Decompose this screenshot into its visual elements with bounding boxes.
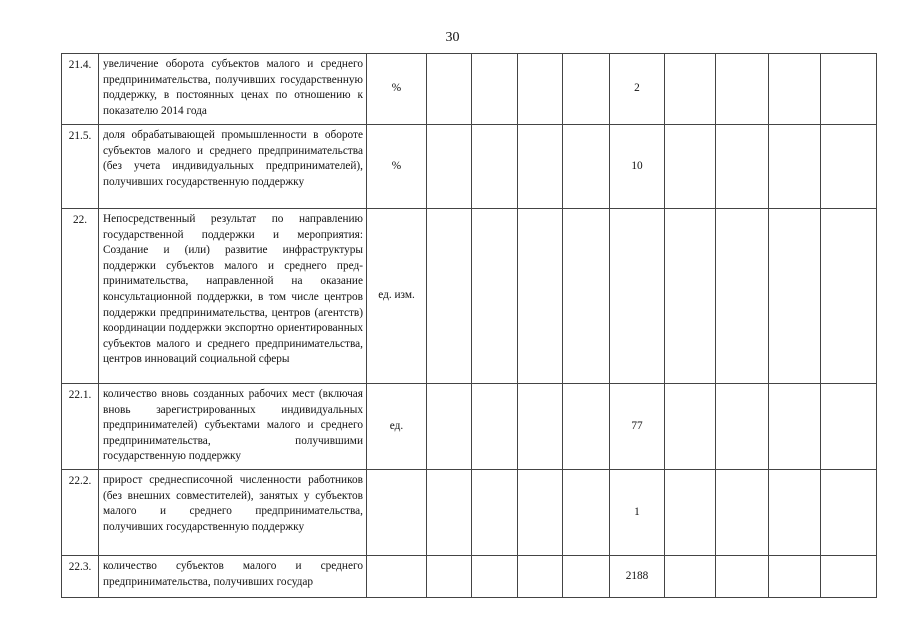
value-cell: [472, 209, 518, 384]
value-cell: [563, 125, 610, 209]
row-unit: %: [367, 125, 427, 209]
value-cell: [563, 384, 610, 470]
value-cell: [665, 209, 716, 384]
indicators-table: [61, 53, 877, 598]
value-cell: 2: [610, 54, 665, 125]
value-cell: [665, 125, 716, 209]
table-row: [62, 556, 877, 598]
value-cell: [518, 384, 563, 470]
value-cell: [665, 556, 716, 598]
row-description: увеличение оборота субъектов малого и среднего предпринимательства, получивших государственную поддержку, в постоянных ценах по отношению к показателю 2014 года: [99, 54, 367, 125]
value-cell: [518, 556, 563, 598]
value-cell: [427, 209, 472, 384]
value-cell: [610, 209, 665, 384]
value-cell: [665, 384, 716, 470]
table-row: [62, 209, 877, 384]
value-cell: [716, 54, 769, 125]
value-cell: [427, 470, 472, 556]
value-cell: [821, 54, 877, 125]
value-cell: 1: [610, 470, 665, 556]
row-number: 22.1.: [62, 384, 99, 470]
value-cell: [518, 209, 563, 384]
row-number: 22.2.: [62, 470, 99, 556]
value-cell: [716, 125, 769, 209]
value-cell: 10: [610, 125, 665, 209]
row-unit: ед. изм.: [367, 209, 427, 384]
page-number: 30: [445, 30, 460, 45]
value-cell: [769, 54, 821, 125]
value-cell: [563, 209, 610, 384]
value-cell: [472, 125, 518, 209]
value-cell: [472, 384, 518, 470]
value-cell: [769, 470, 821, 556]
value-cell: [716, 384, 769, 470]
row-number: 22.3.: [62, 556, 99, 598]
row-number: 21.4.: [62, 54, 99, 125]
value-cell: [518, 125, 563, 209]
value-cell: [821, 209, 877, 384]
value-cell: [472, 556, 518, 598]
value-cell: [716, 209, 769, 384]
value-cell: [769, 209, 821, 384]
value-cell: [665, 54, 716, 125]
row-number: 22.: [62, 209, 99, 384]
table-row: [62, 54, 877, 125]
value-cell: 77: [610, 384, 665, 470]
row-description: Непосредственный результат по направлению государственной поддержки и мероприятия: Создание и (или) развитие инфраструктуры поддержки субъектов малого и среднего предпринимательства, направленной на оказание консультационной поддержки, в том числе центров поддержки предпринимательства, центров (агентств) координации поддержки экспортно ориентированных субъектов малого и среднего предпринимательства, центров инноваций социальной сферы: [99, 209, 367, 384]
value-cell: [769, 125, 821, 209]
value-cell: [427, 125, 472, 209]
value-cell: [821, 125, 877, 209]
row-description: доля обрабатывающей промышленности в обороте субъектов малого и среднего предпринимательства (без учета индивидуальных предпринимателей), получивших государственную поддержку: [99, 125, 367, 209]
row-unit: [367, 470, 427, 556]
value-cell: [821, 470, 877, 556]
value-cell: [821, 556, 877, 598]
row-description: количество вновь созданных рабочих мест (включая вновь зарегистрированных индивидуальных предпринимателей) субъектами малого и среднего предпринимательства, получившими государственную поддержку: [99, 384, 367, 470]
value-cell: [769, 384, 821, 470]
value-cell: [427, 556, 472, 598]
row-unit: [367, 556, 427, 598]
value-cell: [769, 556, 821, 598]
value-cell: [518, 54, 563, 125]
table-row: [62, 470, 877, 556]
row-description: прирост среднесписочной численности работников (без внешних совместителей), занятых у субъектов малого и среднего предпринимательства, получивших государственную поддержку: [99, 470, 367, 556]
value-cell: [518, 470, 563, 556]
value-cell: [563, 470, 610, 556]
value-cell: [427, 54, 472, 125]
value-cell: [821, 384, 877, 470]
value-cell: [472, 470, 518, 556]
value-cell: [472, 54, 518, 125]
value-cell: [563, 556, 610, 598]
row-number: 21.5.: [62, 125, 99, 209]
row-description: количество субъектов малого и среднего предпринимательства, получивших государ: [99, 556, 367, 598]
table-row: [62, 384, 877, 470]
table-row: [62, 125, 877, 209]
value-cell: [563, 54, 610, 125]
value-cell: 2188: [610, 556, 665, 598]
value-cell: [716, 470, 769, 556]
row-unit: %: [367, 54, 427, 125]
value-cell: [427, 384, 472, 470]
value-cell: [716, 556, 769, 598]
value-cell: [665, 470, 716, 556]
row-unit: ед.: [367, 384, 427, 470]
